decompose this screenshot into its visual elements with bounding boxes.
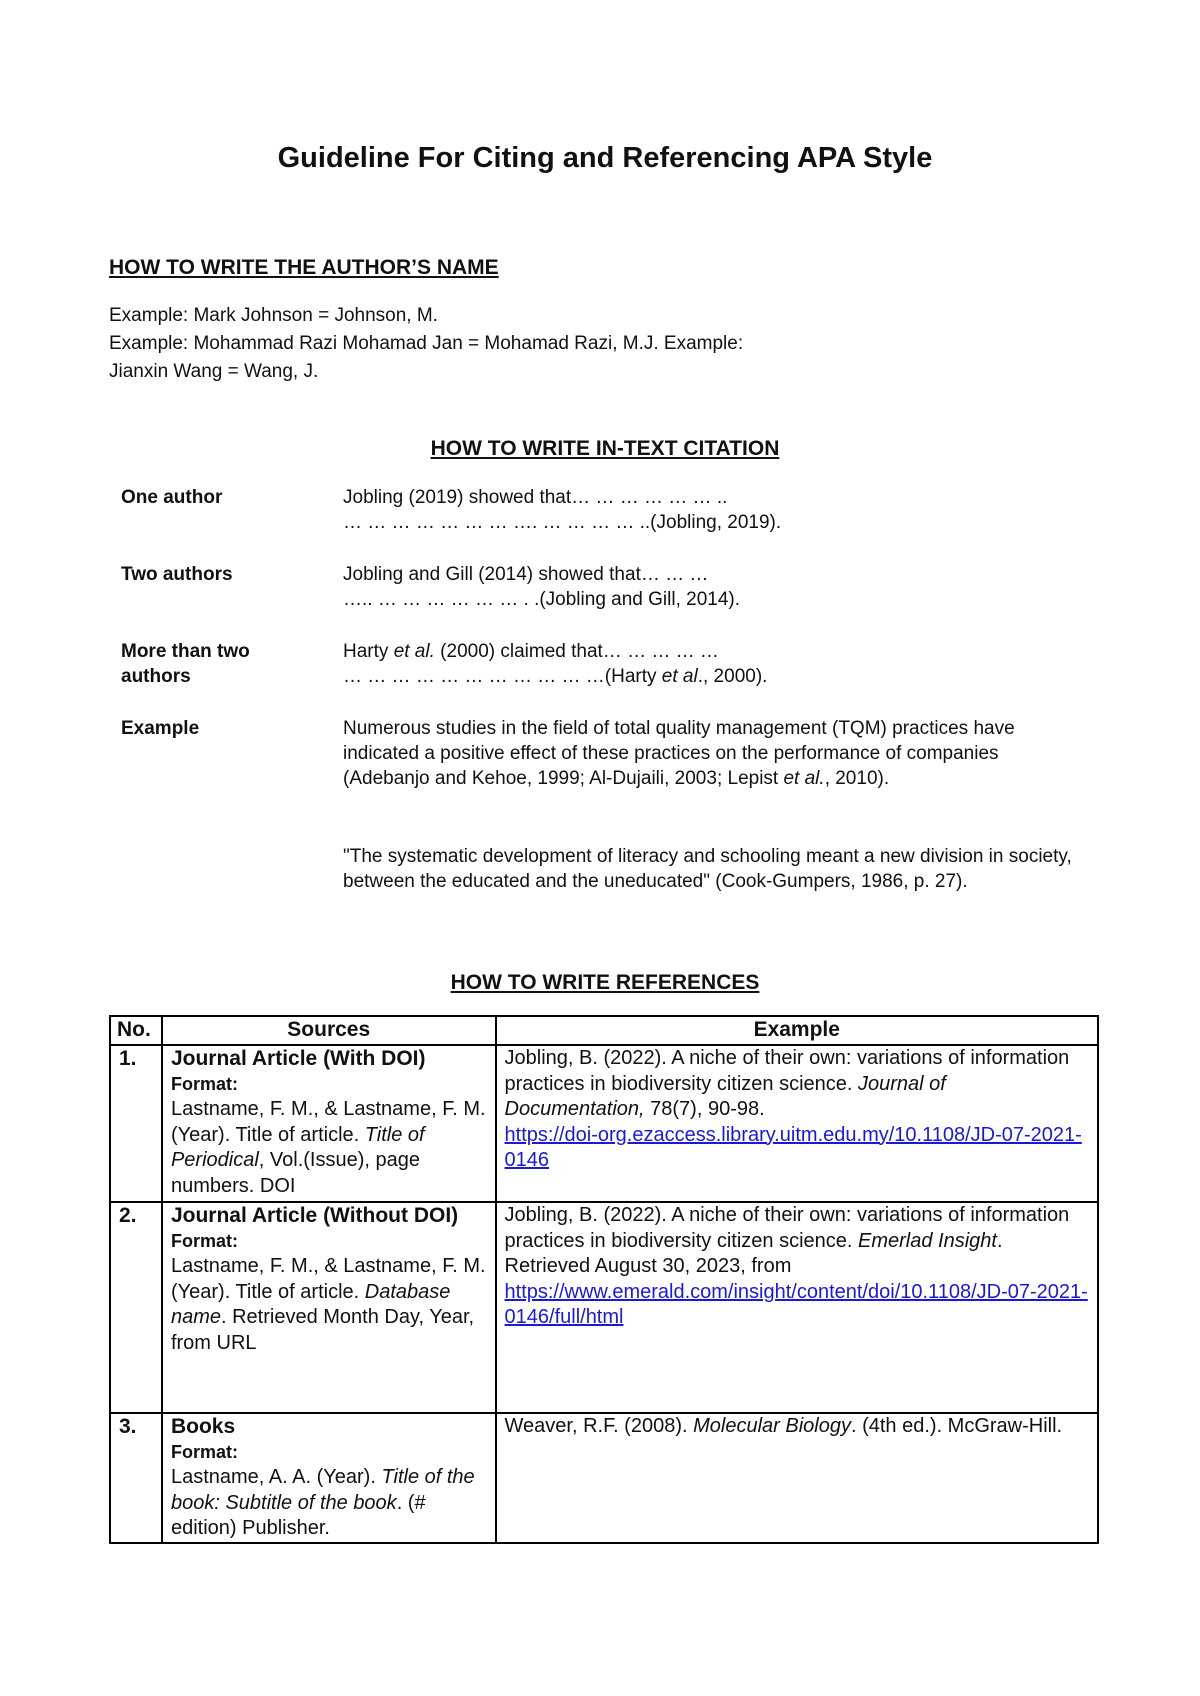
citation-line: … … … … … … … …. … … … … ..(Jobling, 2019). — [343, 512, 782, 533]
url-link[interactable]: https://www.emerald.com/insight/content/doi/10.1108/JD-07-2021-0146/full/html — [504, 1280, 1088, 1328]
format-italic: Title of the book: Subtitle of the book — [170, 1466, 475, 1514]
citation-text: ., 2000). — [697, 666, 768, 687]
table-row — [110, 1413, 1098, 1543]
example-plain: Weaver, R.F. (2008). — [504, 1415, 694, 1437]
paragraph-italic: et al. — [783, 768, 825, 789]
example-paragraph-2: "The systematic development of literacy and schooling meant a new division in society, between the educated and the uneducated" (Cook-Gumpers, 1986, p. 27). — [343, 846, 1072, 892]
format-plain: Lastname, F. M., & Lastname, F. M. (Year). Title of article. — [170, 1098, 486, 1146]
source-cell — [162, 1413, 496, 1543]
two-authors-label: Two authors — [121, 564, 233, 585]
source-cell — [162, 1045, 496, 1202]
row-number: 2. — [110, 1202, 162, 1413]
table-header-row — [110, 1016, 1098, 1045]
one-author-text — [343, 485, 1103, 535]
page-title: Guideline For Citing and Referencing APA Style — [277, 142, 933, 174]
example-italic: Emerlad Insight — [858, 1229, 997, 1252]
author-examples — [109, 302, 1009, 386]
author-example-line: Example: Mohammad Razi Mohamad Jan = Mohamad Razi, M.J. Example: — [109, 333, 744, 354]
header-sources: Sources — [162, 1016, 496, 1045]
header-no: No. — [110, 1016, 162, 1045]
citation-line: Jobling (2019) showed that… … … … … … .. — [343, 487, 728, 508]
one-author-label: One author — [121, 487, 223, 508]
example-cell — [496, 1045, 1098, 1202]
intext-citation-heading: HOW TO WRITE IN-TEXT CITATION — [430, 437, 780, 460]
references-table — [109, 1015, 1099, 1544]
example-paragraph-1 — [343, 716, 1083, 791]
format-label: Format: — [170, 1073, 238, 1094]
doi-link[interactable]: https://doi-org.ezaccess.library.uitm.edu.my/10.1108/JD-07-2021-0146 — [504, 1123, 1082, 1171]
citation-text: … … … … … … … … … … …(Harty — [343, 666, 662, 687]
example-plain: Jobling, B. (2022). A niche of their own: variations of information practices in biodiversity citizen science. — [504, 1047, 1070, 1095]
citation-line — [343, 664, 1103, 689]
header-example: Example — [496, 1016, 1098, 1045]
example-cell — [496, 1413, 1098, 1543]
example-label: Example — [121, 718, 200, 739]
citation-line — [343, 639, 1103, 664]
example-plain: Jobling, B. (2022). A niche of their own: variations of information practices in biodiversity citizen science. — [504, 1204, 1070, 1252]
source-title: Journal Article (Without DOI) — [170, 1204, 459, 1227]
citation-italic: et al — [661, 666, 698, 687]
row-number: 1. — [110, 1045, 162, 1202]
format-plain: Lastname, F. M., & Lastname, F. M. (Year). Title of article. — [170, 1255, 486, 1303]
format-italic: Database name — [170, 1280, 451, 1328]
references-heading: HOW TO WRITE REFERENCES — [450, 971, 760, 994]
format-italic: Title of Periodical — [170, 1123, 425, 1171]
table-row — [110, 1202, 1098, 1413]
example-italic: Molecular Biology — [693, 1415, 851, 1437]
more-authors-label: More than two authors — [121, 641, 250, 687]
citation-text: (2000) claimed that… … … … … — [434, 641, 719, 662]
citation-line: ….. … … … … … … . .(Jobling and Gill, 2014). — [343, 589, 741, 610]
format-text — [171, 1254, 487, 1356]
paragraph-text: Numerous studies in the field of total quality management (TQM) practices have indicated a positive effect of these practices on the performance of companies (Adebanjo and Kehoe, 1999; Al-Dujaili, 2003; Lepist — [343, 718, 1015, 789]
format-plain: , Vol.(Issue), page numbers. DOI — [170, 1149, 420, 1197]
paragraph-text: , 2010). — [824, 768, 890, 789]
format-plain: . Retrieved Month Day, Year, from URL — [170, 1306, 475, 1354]
more-authors-text — [343, 639, 1103, 689]
format-label: Format: — [170, 1441, 238, 1462]
example-italic: Journal of Documentation, — [504, 1072, 946, 1120]
citation-text: Harty — [343, 641, 394, 662]
example-plain: . Retrieved August 30, 2023, from — [504, 1229, 1003, 1277]
author-name-heading: HOW TO WRITE THE AUTHOR’S NAME — [109, 256, 499, 279]
source-title: Journal Article (With DOI) — [170, 1047, 426, 1070]
source-title: Books — [170, 1415, 236, 1438]
example-plain: 78(7), 90-98. — [644, 1098, 765, 1120]
citation-italic: et al. — [393, 641, 435, 662]
format-plain: Lastname, A. A. (Year). — [170, 1466, 382, 1488]
format-label: Format: — [170, 1230, 238, 1251]
format-text — [171, 1097, 487, 1199]
format-text — [171, 1465, 487, 1542]
source-cell — [162, 1202, 496, 1413]
two-authors-text — [343, 562, 1103, 612]
author-example-line: Jianxin Wang = Wang, J. — [109, 361, 319, 382]
author-example-line: Example: Mark Johnson = Johnson, M. — [109, 305, 438, 326]
format-plain: . (# edition) Publisher. — [170, 1491, 426, 1539]
example-plain: . (4th ed.). McGraw-Hill. — [850, 1415, 1063, 1437]
row-number: 3. — [110, 1413, 162, 1543]
citation-line: Jobling and Gill (2014) showed that… … … — [343, 564, 709, 585]
table-row — [110, 1045, 1098, 1202]
example-cell — [496, 1202, 1098, 1413]
